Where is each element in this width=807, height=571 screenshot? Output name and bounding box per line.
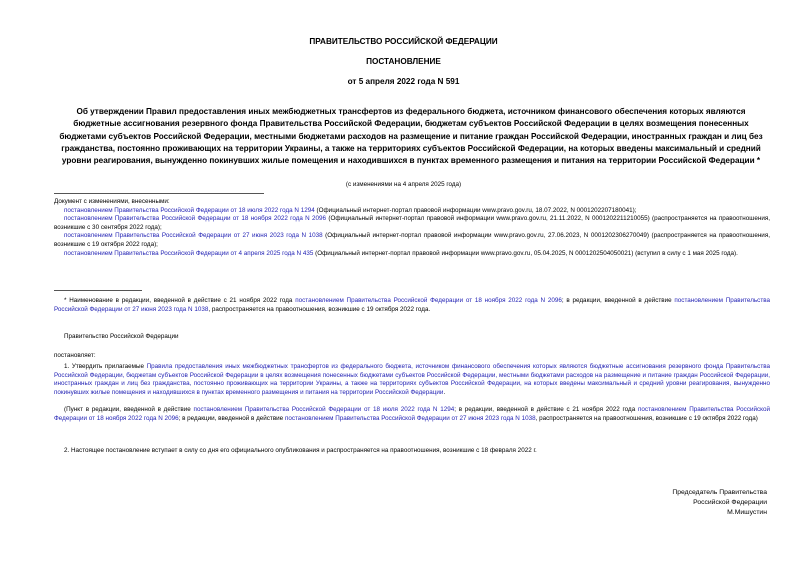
change-item (54, 250, 770, 259)
signature-org: Российской Федерации (693, 499, 767, 506)
note-text: (Пункт в редакции, введенной в действие (64, 406, 194, 413)
note-text: ; в редакции, введенной в действие (178, 414, 285, 422)
note-text: , распространяется на правоотношения, возникшие с 19 октября 2022 года) (535, 414, 758, 422)
change-text: (Официальный интернет-портал правовой информации www.pravo.gov.ru, 27.06.2023, N 0001202306270049) (распространяется на правоотношения, возникшие с 19 октября 2022 года); (54, 232, 770, 248)
change-item (54, 232, 770, 249)
footnote-text: , распространяется на правоотношения, возникшие с 19 октября 2022 года. (208, 305, 431, 313)
government-line: Правительство Российской Федерации (64, 333, 179, 340)
change-link[interactable]: постановлением Правительства Российской Федерации от 18 июля 2022 года N 1294 (64, 206, 315, 214)
change-link[interactable]: постановлением Правительства Российской Федерации от 27 июня 2023 года N 1038 (64, 232, 323, 240)
paragraph-2: 2. Настоящее постановление вступает в силу со дня его официального опубликования и распространяется на правоотношения, возникшие с 18 февраля 2022 г. (64, 447, 537, 454)
change-item (54, 207, 770, 216)
paragraph-text: 1. Утвердить прилагаемые (64, 363, 147, 370)
note-text: ; в редакции, введенной в действие с 21 ноября 2022 года (454, 406, 638, 413)
changes-intro: Документ с изменениями, внесенными: (54, 198, 170, 205)
paragraph-text: . (443, 388, 446, 396)
org-heading: ПРАВИТЕЛЬСТВО РОССИЙСКОЙ ФЕДЕРАЦИИ (309, 37, 498, 46)
change-text: (Официальный интернет-портал правовой информации www.pravo.gov.ru, 18.07.2022, N 0001202207180041); (314, 206, 637, 214)
footnote-link[interactable]: постановлением Правительства Российской Федерации от 27 июня 2023 года N 1038 (54, 297, 770, 313)
divider (54, 193, 264, 194)
footnote (54, 297, 770, 314)
footnote-link[interactable]: постановлением Правительства Российской Федерации от 18 ноября 2022 года N 2096 (295, 297, 562, 304)
signature-block (567, 488, 767, 518)
change-link[interactable]: постановлением Правительства Российской Федерации от 18 ноября 2022 года N 2096 (64, 215, 327, 223)
note-link[interactable]: постановлением Правительства Российской Федерации от 18 июля 2022 года N 1294 (193, 406, 455, 413)
note-link[interactable]: постановлением Правительства Российской Федерации от 27 июня 2023 года N 1038 (284, 414, 536, 422)
signature-title: Председатель Правительства (672, 489, 767, 496)
change-text: (Официальный интернет-портал правовой информации www.pravo.gov.ru, 21.11.2022, N 0001202211210055) (распространяется на правоотношения, возникшие с 30 сентября 2022 года); (54, 215, 770, 231)
signature-name: М.Мишустин (727, 509, 767, 516)
footnote-divider (54, 290, 142, 291)
change-text: (Официальный интернет-портал правовой информации www.pravo.gov.ru, 05.04.2025, N 0001202504050021) (вступил в силу с 1 мая 2025 года). (313, 249, 738, 257)
rules-link[interactable]: Правила предоставления иных межбюджетных трансфертов из федерального бюджета, источником финансового обеспечения которых являются бюджетные ассигнования резервного фонда Правительства Российской Федерации, бюджетам субъектов Российской Федерации в целях возмещения понесенных бюджетами субъектов Российской Федерации, местными бюджетами расходов на размещение и питание граждан Российской Федерации, иностранных граждан и лиц без гражданства, постоянно проживающих на территории Украины, а также на территориях субъектов Российской Федерации, на которых введены максимальный и средний уровни реагирования, вынужденно покинувших жилые помещения и находившихся в пунктах временного размещения и питания на территории Российской Федерации (54, 363, 770, 396)
doc-type-heading: ПОСТАНОВЛЕНИЕ (366, 57, 441, 66)
change-link[interactable]: постановлением Правительства Российской Федерации от 4 апреля 2025 года N 435 (64, 249, 314, 257)
footnote-text: * Наименование в редакции, введенной в действие с 21 ноября 2022 года (64, 297, 296, 304)
paragraph-1-note (54, 406, 770, 423)
resolves-line: постановляет: (54, 352, 96, 359)
footnote-text: ; в редакции, введенной в действие (561, 297, 675, 304)
doc-date-number: от 5 апреля 2022 года N 591 (347, 77, 460, 86)
document-title: Об утверждении Правил предоставления иных межбюджетных трансфертов из федерального бюджета, источником финансового обеспечения которых являются бюджетные ассигнования резервного фонда Правительства Российской Федерации, бюджетам субъектов Российской Федерации в целях возмещения понесенных бюджетами субъектов Российской Федерации, местными бюджетами расходов на размещение и питание граждан Российской Федерации, иностранных граждан и лиц без гражданства, постоянно проживающих на территории Украины, а также на территориях субъектов Российской Федерации, на которых введены максимальный и средний уровни реагирования, вынужденно покинувших жилые помещения и находившихся в пунктах временного размещения и питания на территории Российской Федерации * (59, 107, 763, 166)
changes-block (54, 198, 770, 258)
change-item (54, 215, 770, 232)
amended-note: (с изменениями на 4 апреля 2025 года) (345, 181, 462, 188)
note-link[interactable]: постановлением Правительства Российской Федерации от 18 ноября 2022 года N 2096 (54, 406, 771, 422)
paragraph-1 (54, 363, 770, 397)
